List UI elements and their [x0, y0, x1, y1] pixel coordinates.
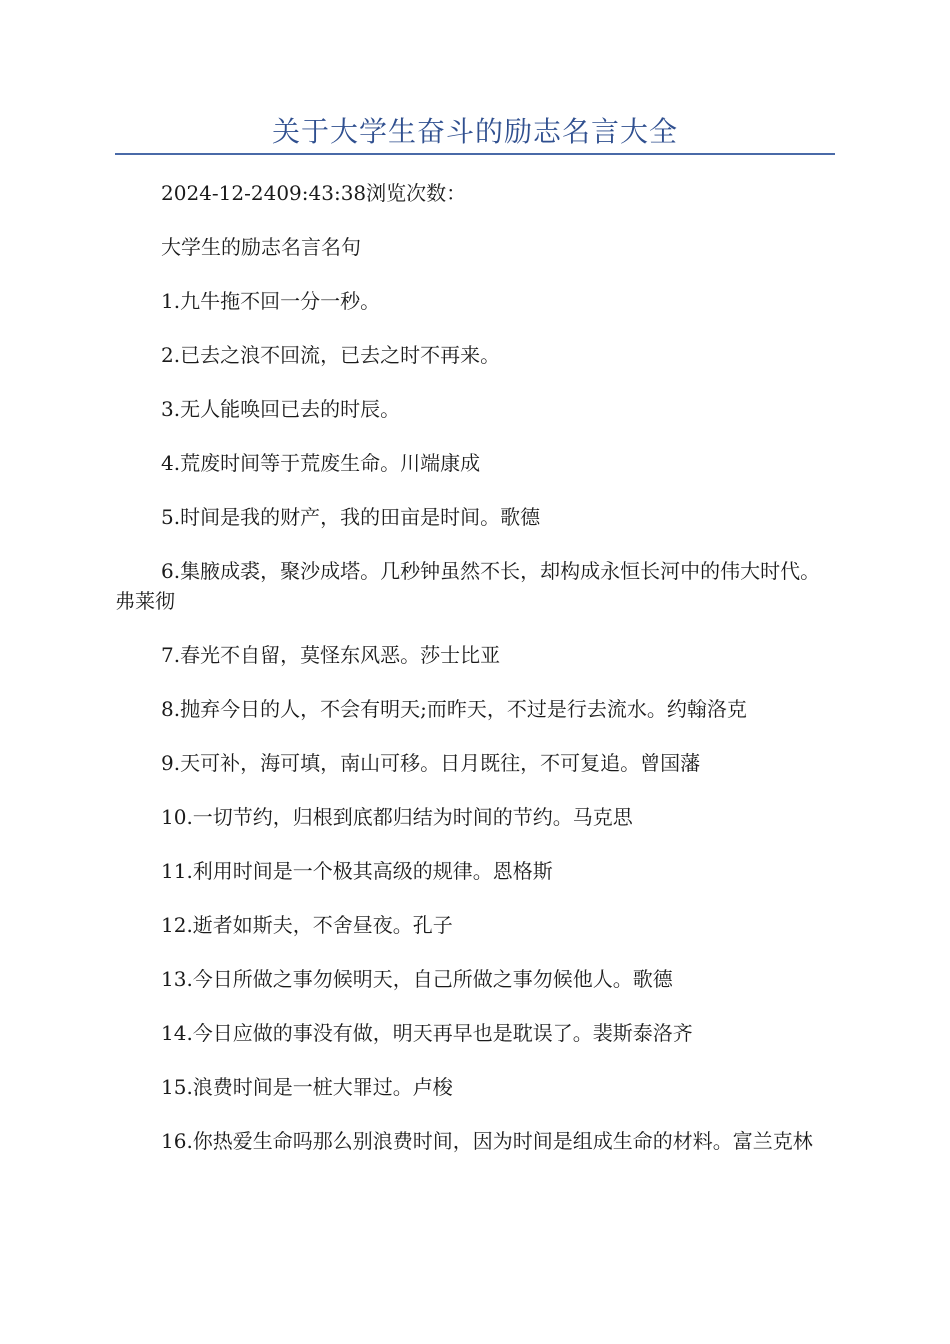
quote-item: 14.今日应做的事没有做，明天再早也是耽误了。裴斯泰洛齐	[161, 1021, 693, 1045]
quote-item: 7.春光不自留，莫怪东风恶。莎士比亚	[161, 643, 501, 667]
section-heading: 大学生的励志名言名句	[161, 235, 361, 259]
document-title: 关于大学生奋斗的励志名言大全	[271, 115, 678, 148]
quote-item: 1.九牛拖不回一分一秒。	[161, 289, 381, 313]
quote-item: 13.今日所做之事勿候明天，自己所做之事勿候他人。歌德	[161, 967, 673, 991]
quote-item: 11.利用时间是一个极其高级的规律。恩格斯	[161, 859, 553, 883]
quote-item: 9.天可补，海可填，南山可移。日月既往，不可复追。曾国藩	[161, 751, 701, 775]
meta-line: 2024-12-2409:43:38浏览次数：	[161, 181, 467, 205]
quote-item: 2.已去之浪不回流，已去之时不再来。	[161, 343, 501, 367]
title-underline	[115, 153, 835, 155]
quote-item: 3.无人能唤回已去的时辰。	[161, 397, 401, 421]
quote-item: 10.一切节约，归根到底都归结为时间的节约。马克思	[161, 805, 633, 829]
quote-item: 12.逝者如斯夫，不舍昼夜。孔子	[161, 913, 453, 937]
quote-item: 16.你热爱生命吗那么别浪费时间，因为时间是组成生命的材料。富兰克林	[161, 1129, 813, 1153]
quote-item: 4.荒废时间等于荒废生命。川端康成	[161, 451, 481, 475]
quote-item: 6.集腋成裘，聚沙成塔。几秒钟虽然不长，却构成永恒长河中的伟大时代。弗莱彻	[115, 559, 821, 613]
document-body	[115, 178, 835, 1180]
quote-item: 8.抛弃今日的人，不会有明天;而昨天，不过是行去流水。约翰洛克	[161, 697, 747, 721]
quote-item: 5.时间是我的财产，我的田亩是时间。歌德	[161, 505, 541, 529]
quote-item: 15.浪费时间是一桩大罪过。卢梭	[161, 1075, 453, 1099]
